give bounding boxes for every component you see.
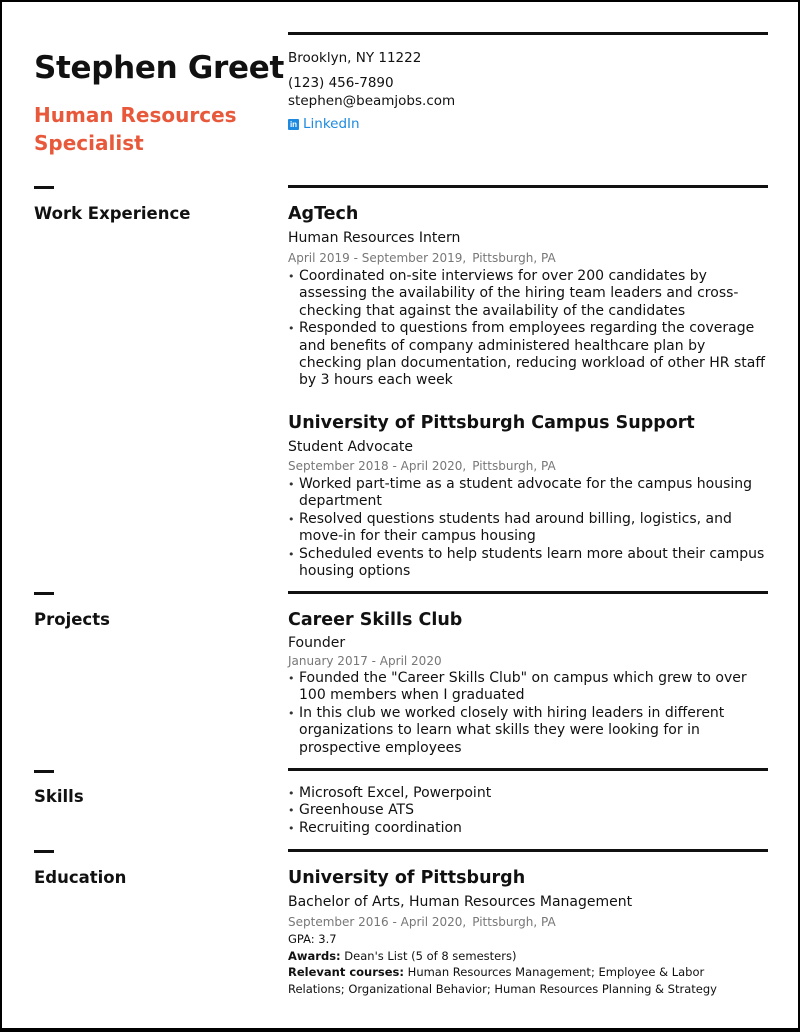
awards-label: Awards:	[288, 949, 341, 963]
linkedin-icon: in	[289, 119, 298, 129]
section-dash	[34, 592, 54, 595]
job-dates: April 2019 - September 2019	[288, 251, 463, 265]
school-name: University of Pittsburgh	[288, 868, 526, 888]
courses-text	[288, 964, 728, 997]
list-item: • Microsoft Excel, Powerpoint	[288, 785, 770, 802]
awards-text	[288, 948, 766, 965]
section-rule	[288, 591, 768, 594]
awards-value: Dean's List (5 of 8 semesters)	[344, 949, 517, 963]
job-location: Pittsburgh, PA	[472, 251, 556, 265]
education-dates: September 2016 - April 2020	[288, 915, 463, 929]
job-dates: September 2018 - April 2020	[288, 459, 463, 473]
section-dash	[34, 850, 54, 853]
degree-line: Bachelor of Arts, Human Resources Management	[288, 894, 633, 910]
section-title-work: Work Experience	[34, 204, 191, 223]
project-name: Career Skills Club	[288, 610, 463, 630]
courses-label: Relevant courses:	[288, 965, 405, 979]
section-dash	[34, 186, 54, 189]
list-item: • Greenhouse ATS	[288, 802, 770, 819]
section-rule	[288, 849, 768, 852]
candidate-role: Human Resources Specialist	[34, 103, 237, 155]
list-item: • Founded the "Career Skills Club" on campus which grew to over 100 members when I graduated	[288, 670, 770, 705]
project-bullets	[288, 670, 770, 757]
list-item: • Worked part-time as a student advocate for the campus housing department	[288, 476, 770, 511]
job-title: Human Resources Intern	[288, 230, 461, 246]
list-item: • Responded to questions from employees regarding the coverage and benefits of company administered healthcare plan by checking plan documentation, reducing workload of other HR staff by 3 hours each week	[288, 320, 770, 390]
job-org: University of Pittsburgh Campus Support	[288, 413, 695, 433]
list-item: • Scheduled events to help students learn more about their campus housing options	[288, 546, 770, 581]
list-item: • In this club we worked closely with hiring leaders in different organizations to learn what skills they were looking for in prospective employees	[288, 705, 770, 757]
project-role: Founder	[288, 635, 346, 651]
section-rule	[288, 768, 768, 771]
list-item: • Coordinated on-site interviews for over 200 candidates by assessing the availability of the hiring team leaders and cross-checking that against the availability of the candidates	[288, 268, 770, 320]
list-item: • Recruiting coordination	[288, 820, 770, 837]
location-text: Brooklyn, NY 11222	[288, 50, 422, 66]
job-bullets	[288, 268, 770, 390]
job-meta: April 2019 - September 2019, Pittsburgh, PA	[288, 251, 556, 265]
candidate-name: Stephen Greet	[34, 50, 285, 86]
section-title-projects: Projects	[34, 610, 110, 629]
job-org: AgTech	[288, 204, 359, 224]
list-item: • Resolved questions students had around billing, logistics, and move-in for their campus housing	[288, 511, 770, 546]
job-bullets	[288, 476, 770, 580]
job-meta: September 2018 - April 2020, Pittsburgh, PA	[288, 459, 556, 473]
education-meta: September 2016 - April 2020, Pittsburgh, PA	[288, 915, 556, 929]
section-rule	[288, 185, 768, 188]
job-location: Pittsburgh, PA	[472, 459, 556, 473]
education-location: Pittsburgh, PA	[472, 915, 556, 929]
header-rule	[288, 32, 768, 35]
linkedin-link[interactable]	[288, 116, 766, 132]
phone-text: (123) 456-7890	[288, 75, 394, 91]
resume-page	[2, 2, 798, 1028]
email-link[interactable]: stephen@beamjobs.com	[288, 93, 456, 109]
section-title-skills: Skills	[34, 787, 84, 806]
job-title: Student Advocate	[288, 439, 414, 455]
field: Human Resources Management	[409, 894, 633, 910]
section-title-education: Education	[34, 868, 127, 887]
project-dates: January 2017 - April 2020	[288, 654, 442, 668]
gpa-text: GPA: 3.7	[288, 932, 337, 946]
skills-list	[288, 785, 770, 837]
degree: Bachelor of Arts	[288, 894, 401, 910]
courses-value: Human Resources Management; Employee & Labor Relations; Organizational Behavior; Human Resources Planning & Strategy	[288, 965, 717, 996]
linkedin-label: LinkedIn	[303, 116, 360, 132]
section-dash	[34, 770, 54, 773]
